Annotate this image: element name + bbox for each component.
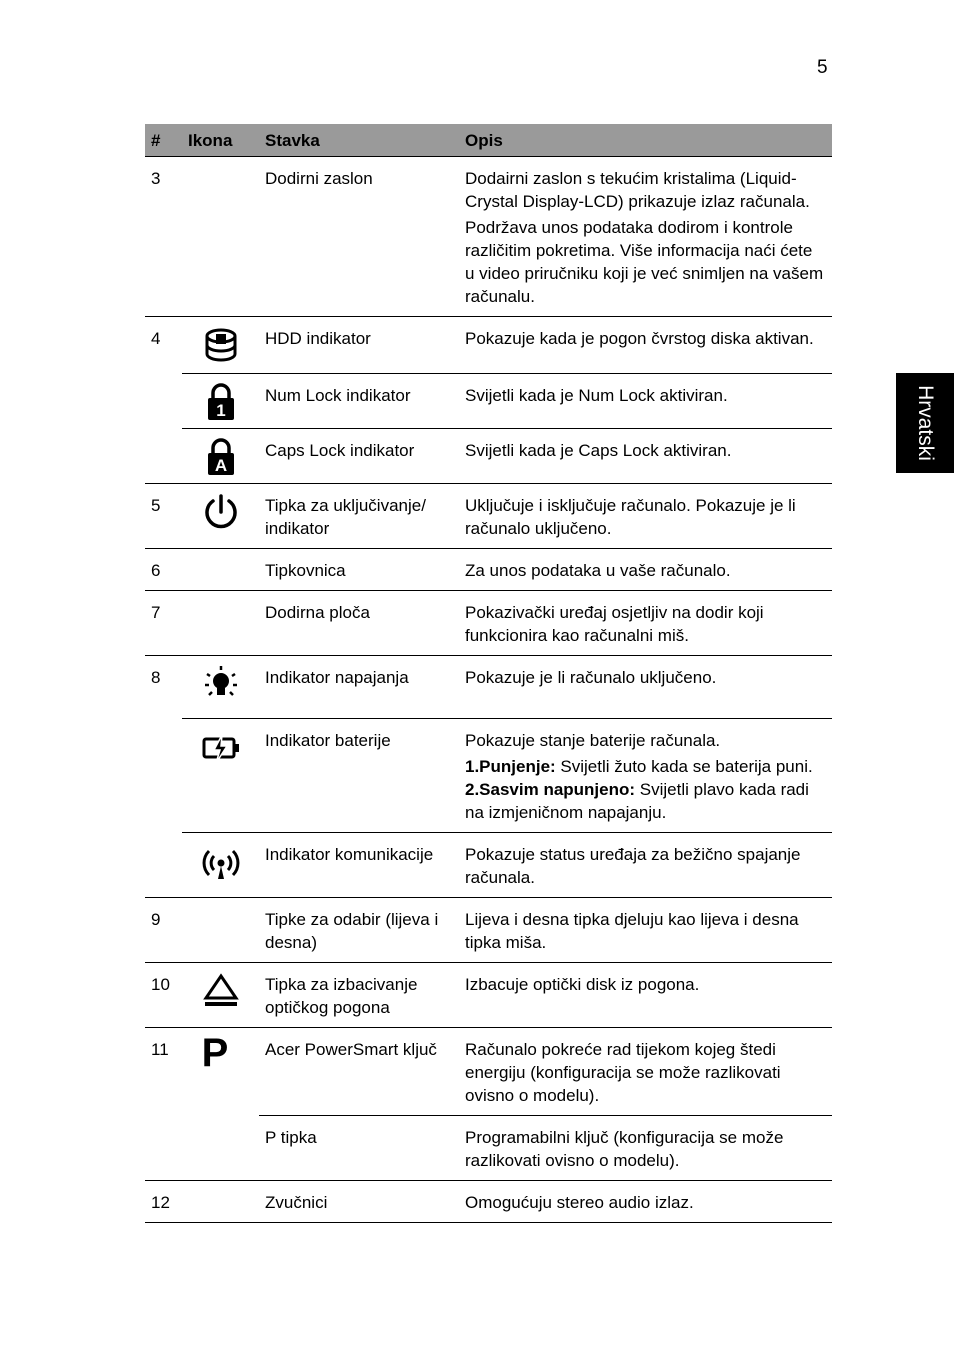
row-desc: Pokazuje je li računalo uključeno. xyxy=(459,656,832,719)
eject-icon xyxy=(201,971,241,1011)
header-icon: Ikona xyxy=(182,124,259,157)
row-num: 3 xyxy=(151,169,161,188)
table-row xyxy=(145,1028,832,1116)
row-desc: Za unos podataka u vaše računalo. xyxy=(459,549,832,591)
row-num: 9 xyxy=(145,898,182,963)
header-desc: Opis xyxy=(459,124,832,157)
battery-icon xyxy=(201,729,241,769)
row-desc: Pokazuje stanje baterije računala. xyxy=(465,731,721,750)
row-num: 12 xyxy=(145,1181,182,1223)
row-num: 4 xyxy=(145,317,182,484)
header-item: Stavka xyxy=(259,124,459,157)
row-item: Indikator baterije xyxy=(259,719,459,833)
power-icon xyxy=(201,492,241,532)
row-item: Dodirna ploča xyxy=(259,591,459,656)
row-num: 5 xyxy=(145,484,182,549)
row-item: P tipka xyxy=(259,1116,459,1181)
row-desc: Uključuje i isključuje računalo. Pokazuje je li računalo uključeno. xyxy=(459,484,832,549)
row-item: Tipkovnica xyxy=(259,549,459,591)
row-num: 7 xyxy=(145,591,182,656)
row-item: Caps Lock indikator xyxy=(259,429,459,484)
components-table xyxy=(145,124,832,1223)
row-num: 10 xyxy=(145,963,182,1028)
table-row xyxy=(145,429,832,484)
language-tab xyxy=(896,373,954,473)
table-row xyxy=(145,549,832,591)
table-header-row xyxy=(145,124,832,157)
language-tab-label: Hrvatski xyxy=(914,385,937,461)
svg-text:1: 1 xyxy=(215,401,226,420)
row-num: 11 xyxy=(145,1028,182,1181)
page-number: 5 xyxy=(817,57,828,78)
table-row xyxy=(145,719,832,833)
wireless-icon xyxy=(201,843,241,883)
row-desc: Lijeva i desna tipka djeluju kao lijeva i desna tipka miša. xyxy=(459,898,832,963)
row-desc: Dodairni zaslon s tekućim kristalima (Liquid-Crystal Display-LCD) prikazuje izlaz računala. xyxy=(465,169,810,211)
table-row xyxy=(145,374,832,429)
table-row xyxy=(145,484,832,549)
table-row xyxy=(145,963,832,1028)
p-key-icon xyxy=(201,1032,241,1072)
row-item: Acer PowerSmart ključ xyxy=(259,1028,459,1116)
row-desc: Svijetli plavo kada radi na izmjeničnom napajanju. xyxy=(465,780,809,822)
svg-text:A: A xyxy=(214,456,227,475)
svg-text:P: P xyxy=(201,1032,228,1072)
hdd-icon xyxy=(201,325,241,365)
table-row xyxy=(145,656,832,719)
row-desc: Podržava unos podataka dodirom i kontrole različitim pokretima. Više informacija naći ćete u video priručniku koji je već snimljen na vašem računalu. xyxy=(465,218,824,306)
num-lock-icon xyxy=(201,382,241,422)
header-num: # xyxy=(145,124,182,157)
table-row xyxy=(145,317,832,374)
row-desc: Pokazivački uređaj osjetljiv na dodir koji funkcionira kao računalni miš. xyxy=(459,591,832,656)
row-desc: Svijetli žuto kada se baterija puni. xyxy=(555,757,813,776)
row-desc: Svijetli kada je Num Lock aktiviran. xyxy=(459,374,832,429)
row-item: HDD indikator xyxy=(259,317,459,374)
row-item: Num Lock indikator xyxy=(259,374,459,429)
row-num: 6 xyxy=(145,549,182,591)
row-desc: Izbacuje optički disk iz pogona. xyxy=(459,963,832,1028)
row-desc: Pokazuje status uređaja za bežično spajanje računala. xyxy=(459,833,832,898)
row-desc: Omogućuju stereo audio izlaz. xyxy=(459,1181,832,1223)
power-indicator-icon xyxy=(201,664,241,704)
row-item: Tipke za odabir (lijeva i desna) xyxy=(259,898,459,963)
charged-label: 2.Sasvim napunjeno: xyxy=(465,780,636,799)
table-row xyxy=(145,833,832,898)
row-item: Tipka za uključivanje/ indikator xyxy=(259,484,459,549)
row-desc: Pokazuje kada je pogon čvrstog diska aktivan. xyxy=(459,317,832,374)
row-item: Tipka za izbacivanje optičkog pogona xyxy=(259,963,459,1028)
caps-lock-icon xyxy=(201,437,241,477)
row-desc: Programabilni ključ (konfiguracija se može razlikovati ovisno o modelu). xyxy=(459,1116,832,1181)
row-desc: Svijetli kada je Caps Lock aktiviran. xyxy=(459,429,832,484)
table-row xyxy=(145,591,832,656)
table-row xyxy=(145,1181,832,1223)
table-row xyxy=(145,157,832,317)
row-item: Dodirni zaslon xyxy=(265,169,373,188)
row-item: Indikator komunikacije xyxy=(259,833,459,898)
row-item: Zvučnici xyxy=(259,1181,459,1223)
row-desc: Računalo pokreće rad tijekom kojeg štedi energiju (konfiguracija se može razlikovati ovisno o modelu). xyxy=(459,1028,832,1116)
table-row xyxy=(145,898,832,963)
charging-label: 1.Punjenje: xyxy=(465,757,556,776)
row-num: 8 xyxy=(145,656,182,898)
row-item: Indikator napajanja xyxy=(259,656,459,719)
